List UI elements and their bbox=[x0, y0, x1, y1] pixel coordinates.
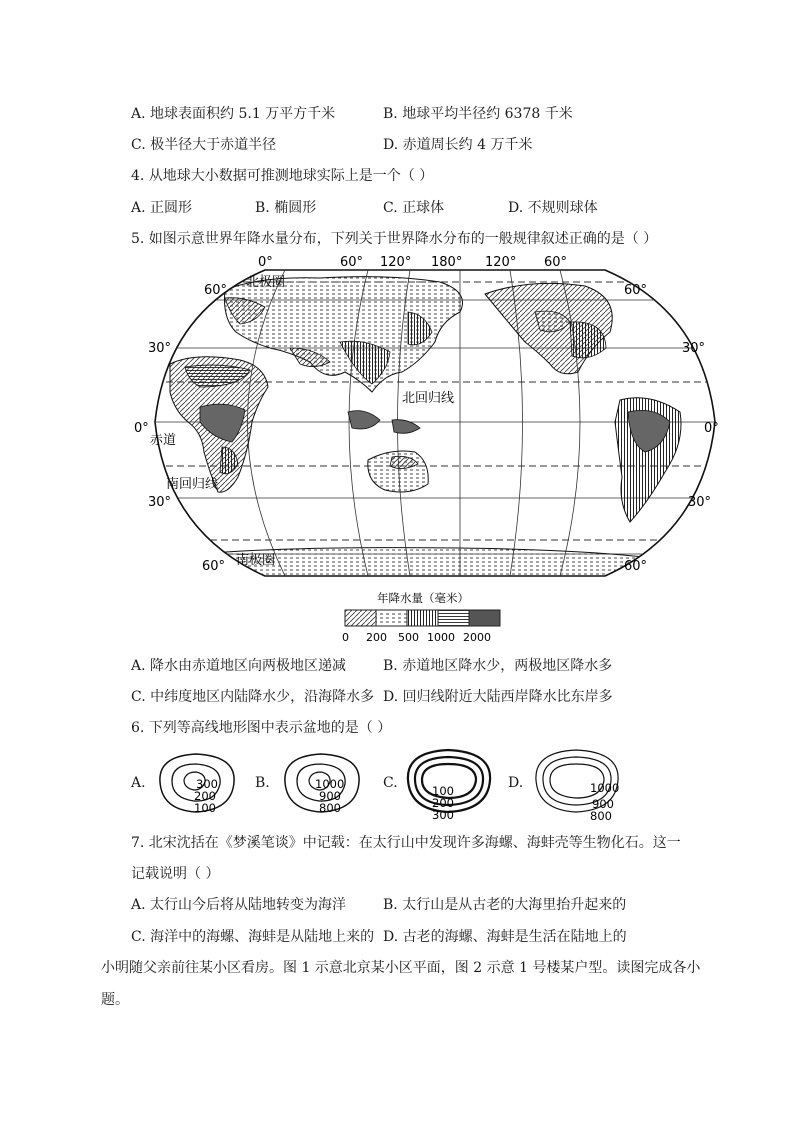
contour-diagram-a bbox=[150, 748, 242, 820]
lat-right-30n: 30° bbox=[682, 341, 706, 356]
q7-stem-line2: 记载说明（ ） bbox=[131, 866, 220, 882]
q6-key-d: D. bbox=[508, 775, 524, 791]
lon-label-120e: 120° bbox=[380, 255, 412, 270]
legend-tick-500: 500 bbox=[398, 631, 419, 644]
q3-option-c: C. 极半径大于赤道半径 bbox=[131, 137, 277, 153]
contour-c-label-3: 300 bbox=[432, 808, 454, 822]
lat-right-30s: 30° bbox=[688, 495, 712, 510]
contour-b-label-2: 900 bbox=[319, 789, 341, 803]
legend-1000-2000 bbox=[438, 610, 469, 626]
q7-option-b: B. 太行山是从古老的大海里抬升起来的 bbox=[383, 897, 627, 913]
q3-option-d: D. 赤道周长约 4 万千米 bbox=[383, 137, 533, 153]
legend-tick-0: 0 bbox=[342, 631, 349, 644]
q4-stem: 4. 从地球大小数据可推测地球实际上是一个（ ） bbox=[131, 168, 434, 184]
q4-option-d: D. 不规则球体 bbox=[508, 200, 598, 216]
q6-key-a: A. bbox=[131, 775, 146, 791]
q7-stem-line1: 7. 北宋沈括在《梦溪笔谈》中记载：在太行山中发现许多海螺、海蚌壳等生物化石。这一 bbox=[131, 835, 681, 851]
lat-left-0: 0° bbox=[134, 421, 149, 436]
tropic-cancer-label: 北回归线 bbox=[402, 391, 455, 406]
lon-label-60w: 60° bbox=[544, 255, 568, 270]
contour-c-label-2: 200 bbox=[432, 796, 454, 810]
q5-option-c: C. 中纬度地区内陆降水少，沿海降水多 bbox=[131, 689, 375, 705]
arctic-circle-label: 北极圈 bbox=[246, 275, 286, 290]
legend-tick-2000: 2000 bbox=[463, 631, 491, 644]
contour-a-label-2: 200 bbox=[194, 789, 216, 803]
intro-line1: 小明随父亲前往某小区看房。图 1 示意北京某小区平面，图 2 示意 1 号楼某户型。读图完成各小 bbox=[101, 960, 701, 976]
contour-diagram-c bbox=[402, 746, 494, 822]
contour-diagram-d bbox=[530, 746, 624, 822]
contour-d-label-1: 1000 bbox=[590, 781, 620, 795]
contour-b-label-1: 1000 bbox=[315, 777, 345, 791]
contour-diagram-b bbox=[275, 748, 367, 820]
q5-option-b: B. 赤道地区降水少，两极地区降水多 bbox=[383, 658, 613, 674]
q7-option-a: A. 太行山今后将从陆地转变为海洋 bbox=[131, 897, 347, 913]
q6-key-c: C. bbox=[383, 775, 398, 791]
contour-a-label-1: 300 bbox=[196, 777, 218, 791]
legend-200-500 bbox=[376, 610, 407, 626]
lat-right-0: 0° bbox=[704, 421, 719, 436]
lon-label-0: 0° bbox=[258, 255, 273, 270]
lat-left-60s: 60° bbox=[202, 559, 226, 574]
q3-option-a: A. 地球表面积约 5.1 万平方千米 bbox=[131, 106, 336, 122]
q3-option-b: B. 地球平均半径约 6378 千米 bbox=[383, 106, 573, 122]
q6-stem: 6. 下列等高线地形图中表示盆地的是（ ） bbox=[131, 720, 392, 736]
legend-over-2000 bbox=[469, 610, 500, 626]
lat-left-30n: 30° bbox=[148, 341, 172, 356]
legend-title: 年降水量（毫米） bbox=[377, 591, 469, 605]
q5-stem: 5. 如图示意世界年降水量分布，下列关于世界降水分布的一般规律叙述正确的是（ ） bbox=[131, 231, 658, 247]
lat-left-30s: 30° bbox=[148, 495, 172, 510]
lat-left-60n: 60° bbox=[204, 283, 228, 298]
lon-label-60e: 60° bbox=[340, 255, 364, 270]
tropic-capricorn-label: 南回归线 bbox=[166, 477, 219, 492]
legend-tick-200: 200 bbox=[366, 631, 387, 644]
q5-option-a: A. 降水由赤道地区向两极地区递减 bbox=[131, 658, 347, 674]
contour-d-label-3: 800 bbox=[590, 809, 612, 823]
legend-500-1000 bbox=[407, 610, 438, 626]
legend-tick-1000: 1000 bbox=[427, 631, 455, 644]
q7-option-d: D. 古老的海螺、海蚌是生活在陆地上的 bbox=[383, 929, 627, 945]
antarctic-circle-label: 南极圈 bbox=[236, 553, 276, 568]
equator-label: 赤道 bbox=[150, 433, 177, 448]
lon-label-120w: 120° bbox=[485, 255, 517, 270]
q7-option-c: C. 海洋中的海螺、海蚌是从陆地上来的 bbox=[131, 929, 375, 945]
q4-option-c: C. 正球体 bbox=[383, 200, 445, 216]
legend-0-200 bbox=[345, 610, 376, 626]
intro-line2: 题。 bbox=[101, 992, 129, 1008]
contour-a-label-3: 100 bbox=[194, 801, 216, 815]
lat-right-60n: 60° bbox=[624, 283, 648, 298]
world-precipitation-map bbox=[134, 252, 730, 647]
lat-right-60s: 60° bbox=[624, 559, 648, 574]
contour-c-label-1: 100 bbox=[432, 784, 454, 798]
lon-label-180: 180° bbox=[431, 255, 463, 270]
contour-b-label-3: 800 bbox=[319, 801, 341, 815]
q4-option-a: A. 正圆形 bbox=[131, 200, 193, 216]
q4-option-b: B. 椭圆形 bbox=[255, 200, 317, 216]
q6-key-b: B. bbox=[255, 775, 270, 791]
q5-option-d: D. 回归线附近大陆西岸降水比东岸多 bbox=[383, 689, 613, 705]
contour-d-label-2: 900 bbox=[592, 797, 614, 811]
